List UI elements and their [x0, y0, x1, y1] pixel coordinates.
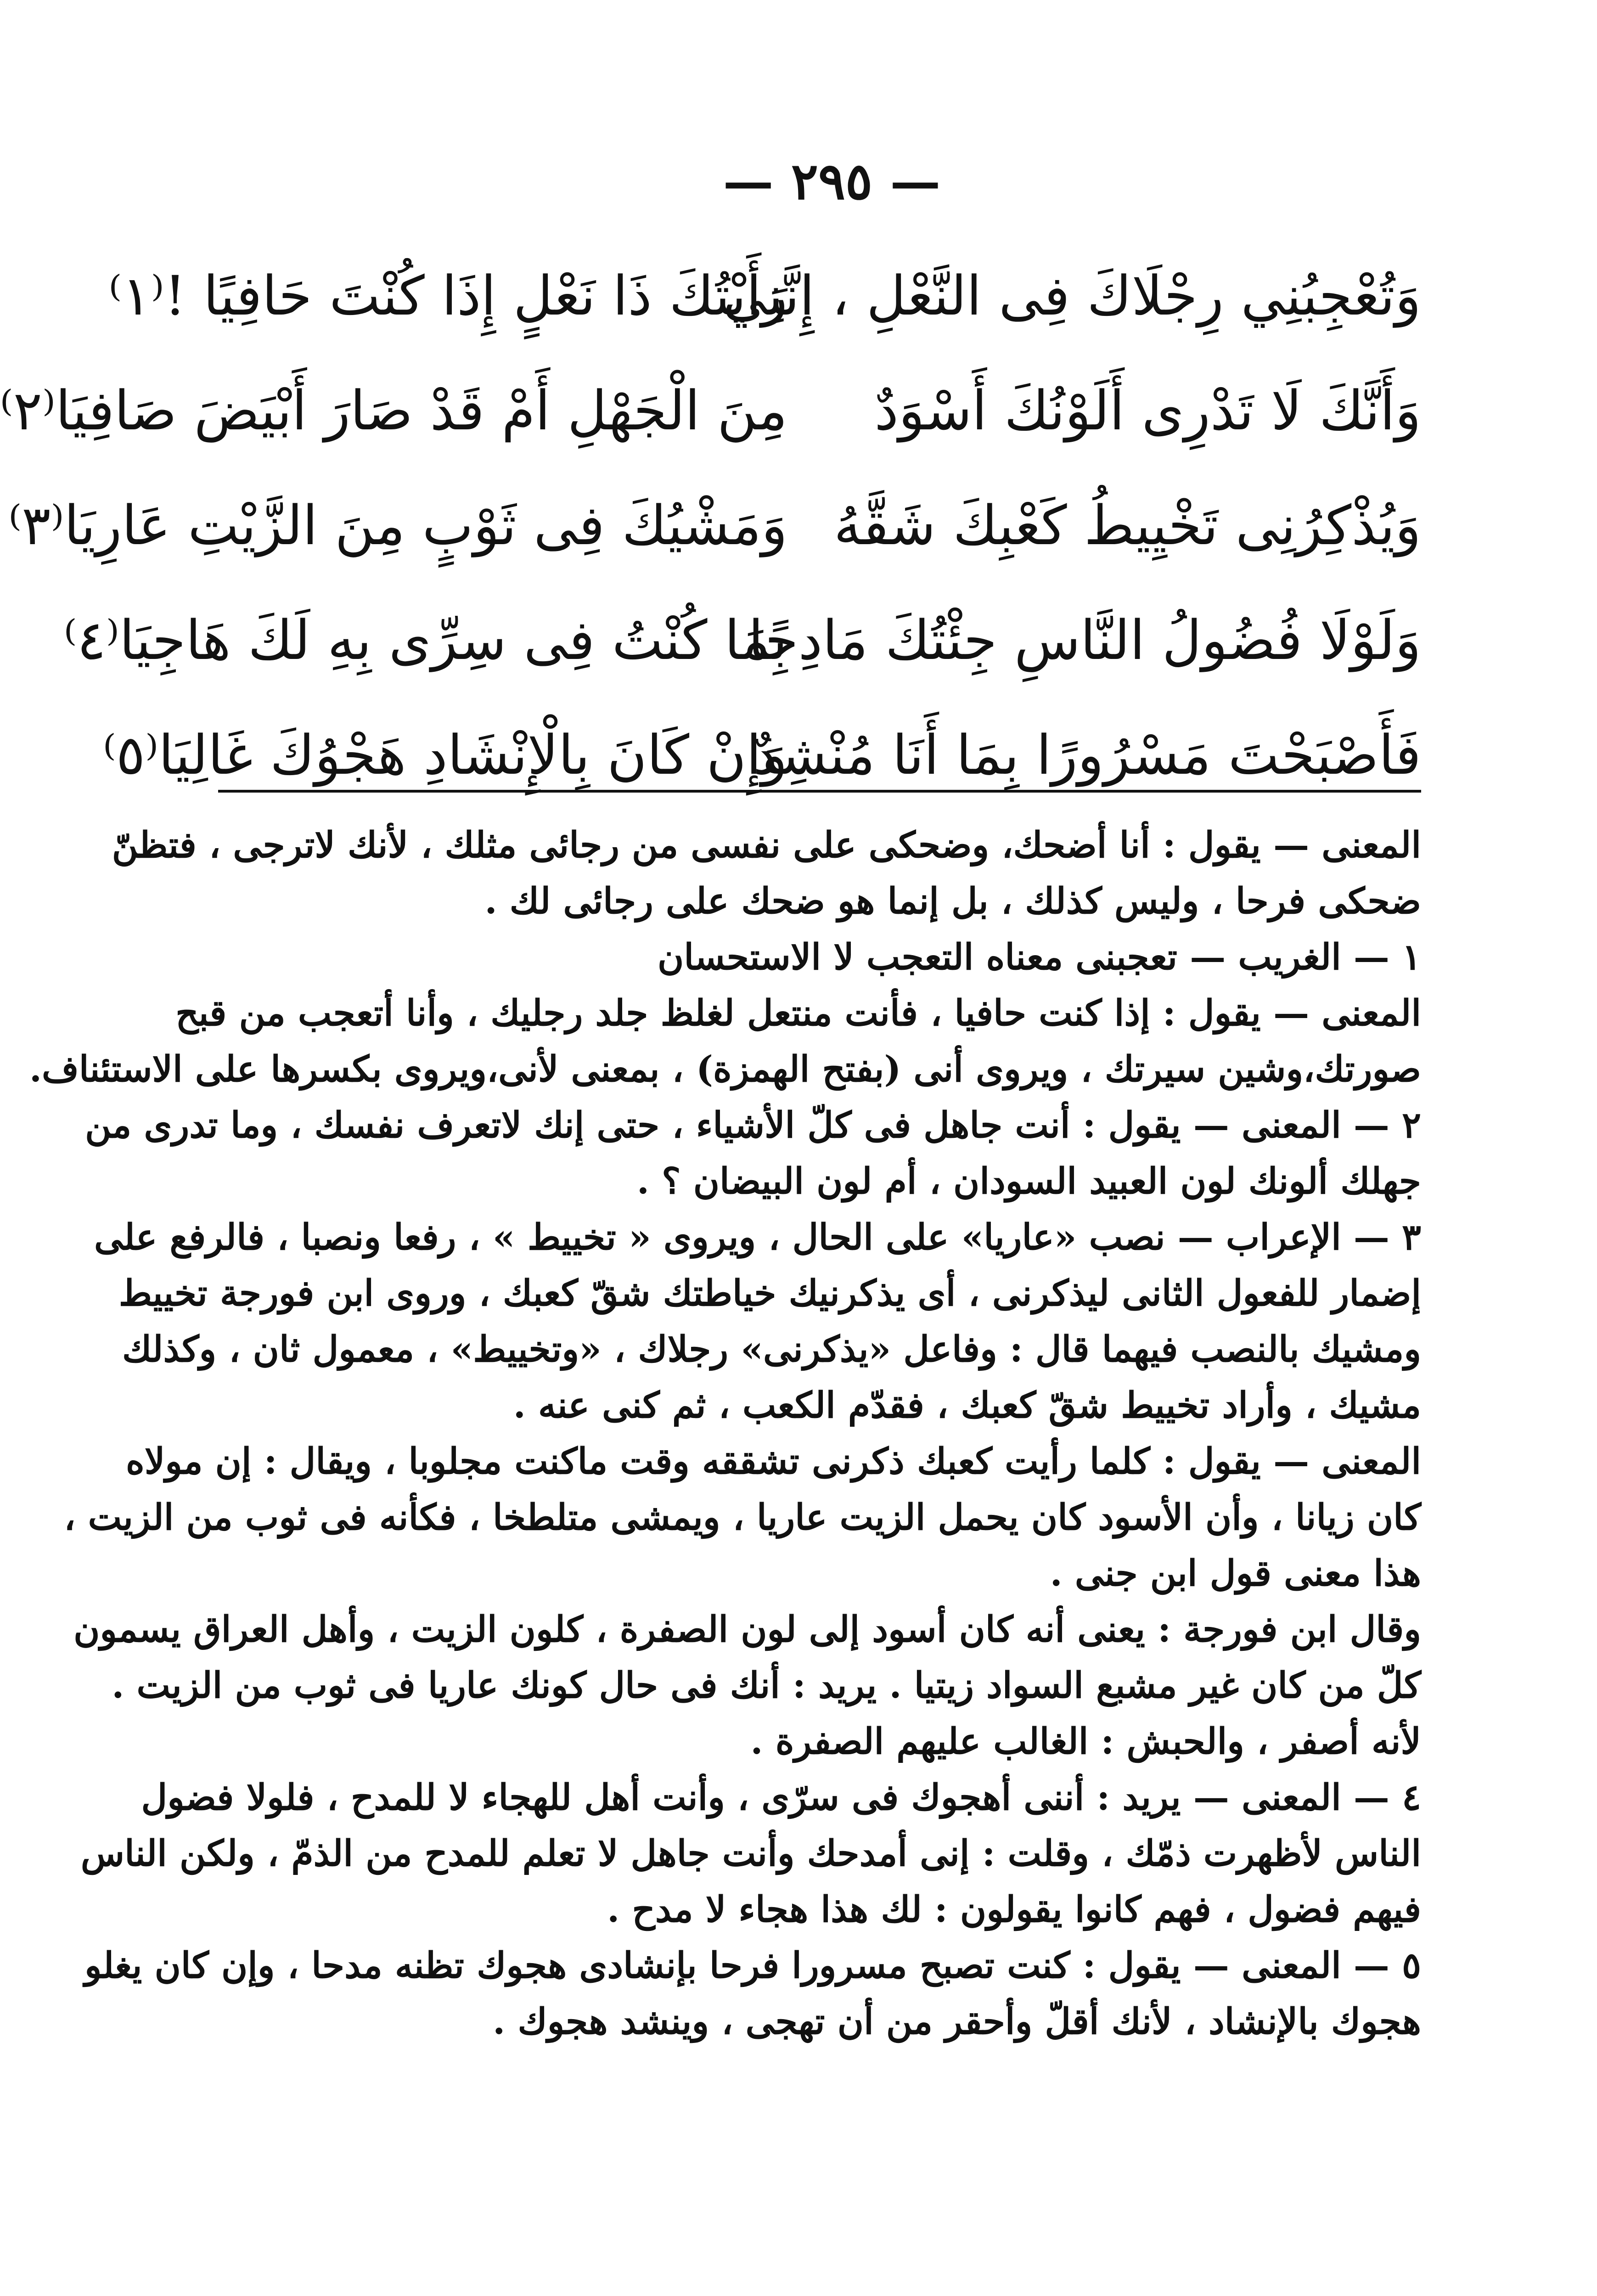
commentary-line: هذا معنى قول ابن جنى .: [1050, 1553, 1421, 1594]
commentary-line: ومشيك بالنصب فيهما قال : وفاعل «يذكرنى» رجلاك ، «وتخييط» ، معمول ثان ، وكذلك: [122, 1328, 1421, 1370]
commentary-line: وقال ابن فورجة : يعنى أنه كان أسود إلى لون الصفرة ، كلون الزيت ، وأهل العراق يسمون: [73, 1609, 1421, 1650]
verse-3-second-hemistich: وَمَشْيُكَ فِى ثَوْبٍ مِنَ الزَّيْتِ عَارِيَا⁽٣⁾: [8, 494, 787, 557]
verse-2-first-hemistich: وَأَنَّكَ لَا تَدْرِى أَلَوْنُكَ أَسْوَدٌ: [874, 379, 1421, 443]
commentary-line: المعنى — يقول : إذا كنت حافيا ، فأنت منتعل لغلظ جلد رجليك ، وأنا أتعجب من قبح: [175, 992, 1421, 1034]
poem: [0, 239, 1421, 813]
verse-5-second-hemistich: وَإِنْ كَانَ بِالْإِنْشَادِ هَجْوُكَ غَالِيَا⁽٥⁾: [102, 723, 787, 787]
verse-1: [108, 239, 1421, 354]
commentary-line: صورتك،وشين سيرتك ، ويروى أنى (بفتح الهمزة) ، بمعنى لأنى،ويروى بكسرها على الاستئناف.: [29, 1048, 1421, 1090]
verse-2-second-hemistich: مِنَ الْجَهْلِ أَمْ قَدْ صَارَ أَبْيَضَ صَافِيَا⁽٢⁾: [0, 379, 787, 443]
commentary-line: كان زيانا ، وأن الأسود كان يحمل الزيت عاريا ، ويمشى متلطخا ، فكأنه فى ثوب من الزيت ،: [64, 1497, 1421, 1538]
verse-4-second-hemistich: بِمَا كُنْتُ فِى سِرِّى بِهِ لَكَ هَاجِيَا⁽٤⁾: [63, 608, 787, 672]
commentary-line: ١ — الغريب — تعجبنى معناه التعجب لا الاستحسان: [658, 936, 1421, 978]
commentary-line: المعنى — يقول : أنا أضحك، وضحكى على نفسى من رجائى مثلك ، لأنك لاترجى ، فتظنّ: [112, 824, 1421, 866]
verse-1-second-hemistich: رَأَيْتُكَ ذَا نَعْلٍ إِذَا كُنْتَ حَافِيًا !⁽١⁾: [108, 264, 787, 328]
verse-2: [0, 354, 1421, 468]
commentary-line: كلّ من كان غير مشبع السواد زيتيا . يريد : أنك فى حال كونك عاريا فى ثوب من الزيت .: [112, 1665, 1421, 1706]
verse-4-first-hemistich: وَلَوْلَا فُضُولُ النَّاسِ جِئْتُكَ مَادِحًا: [748, 608, 1421, 672]
commentary: [29, 817, 1421, 2050]
commentary-line: ٤ — المعنى — يريد : أننى أهجوك فى سرّى ، وأنت أهل للهجاء لا للمدح ، فلولا فضول: [141, 1777, 1421, 1818]
commentary-line: ٢ — المعنى — يقول : أنت جاهل فى كلّ الأشياء ، حتى إنك لاتعرف نفسك ، وما تدرى من: [85, 1104, 1421, 1146]
commentary-line: هجوك بالإنشاد ، لأنك أقلّ وأحقر من أن تهجى ، وينشد هجوك .: [493, 2001, 1421, 2043]
commentary-line: إضمار للفعول الثانى ليذكرنى ، أى يذكرنيك خياطتك شقّ كعبك ، وروى ابن فورجة تخييط: [118, 1272, 1421, 1314]
verse-3: [8, 468, 1421, 583]
commentary-line: ٥ — المعنى — يقول : كنت تصبح مسرورا فرحا بإنشادى هجوك تظنه مدحا ، وإن كان يغلو: [84, 1945, 1421, 1986]
commentary-line: لأنه أصفر ، والحبش : الغالب عليهم الصفرة .: [750, 1721, 1421, 1762]
commentary-line: الناس لأظهرت ذمّك ، وقلت : إنى أمدحك وأنت جاهل لا تعلم للمدح من الذمّ ، ولكن الناس: [80, 1833, 1421, 1874]
commentary-line: جهلك ألونك لون العبيد السودان ، أم لون البيضان ؟ .: [636, 1160, 1421, 1202]
page-number: — ٢٩٥ —: [723, 152, 941, 211]
commentary-line: ضحكى فرحا ، وليس كذلك ، بل إنما هو ضحك على رجائى لك .: [484, 880, 1421, 922]
verse-5-first-hemistich: فَأَصْبَحْتَ مَسْرُورًا بِمَا أَنَا مُنْشِدٌ: [753, 723, 1421, 787]
commentary-line: فيهم فضول ، فهم كانوا يقولون : لك هذا هجاء لا مدح .: [607, 1889, 1421, 1930]
commentary-line: ٣ — الإعراب — نصب «عاريا» على الحال ، ويروى « تخييط » ، رفعا ونصبا ، فالرفع على: [94, 1216, 1421, 1258]
section-divider: [218, 790, 1421, 793]
verse-1-first-hemistich: وَتُعْجِبُنِي رِجْلَاكَ فِى النَّعْلِ ، إِنَّنِي: [723, 264, 1421, 328]
verse-3-first-hemistich: وَيُذْكِرُنِى تَخْيِيطُ كَعْبِكَ شَقَّهُ: [834, 494, 1421, 557]
verse-5: [102, 698, 1421, 813]
verse-4: [63, 583, 1421, 698]
commentary-line: المعنى — يقول : كلما رأيت كعبك ذكرنى تشققه وقت ماكنت مجلوبا ، ويقال : إن مولاه: [126, 1441, 1421, 1482]
commentary-line: مشيك ، وأراد تخييط شقّ كعبك ، فقدّم الكعب ، ثم كنى عنه .: [513, 1384, 1421, 1426]
